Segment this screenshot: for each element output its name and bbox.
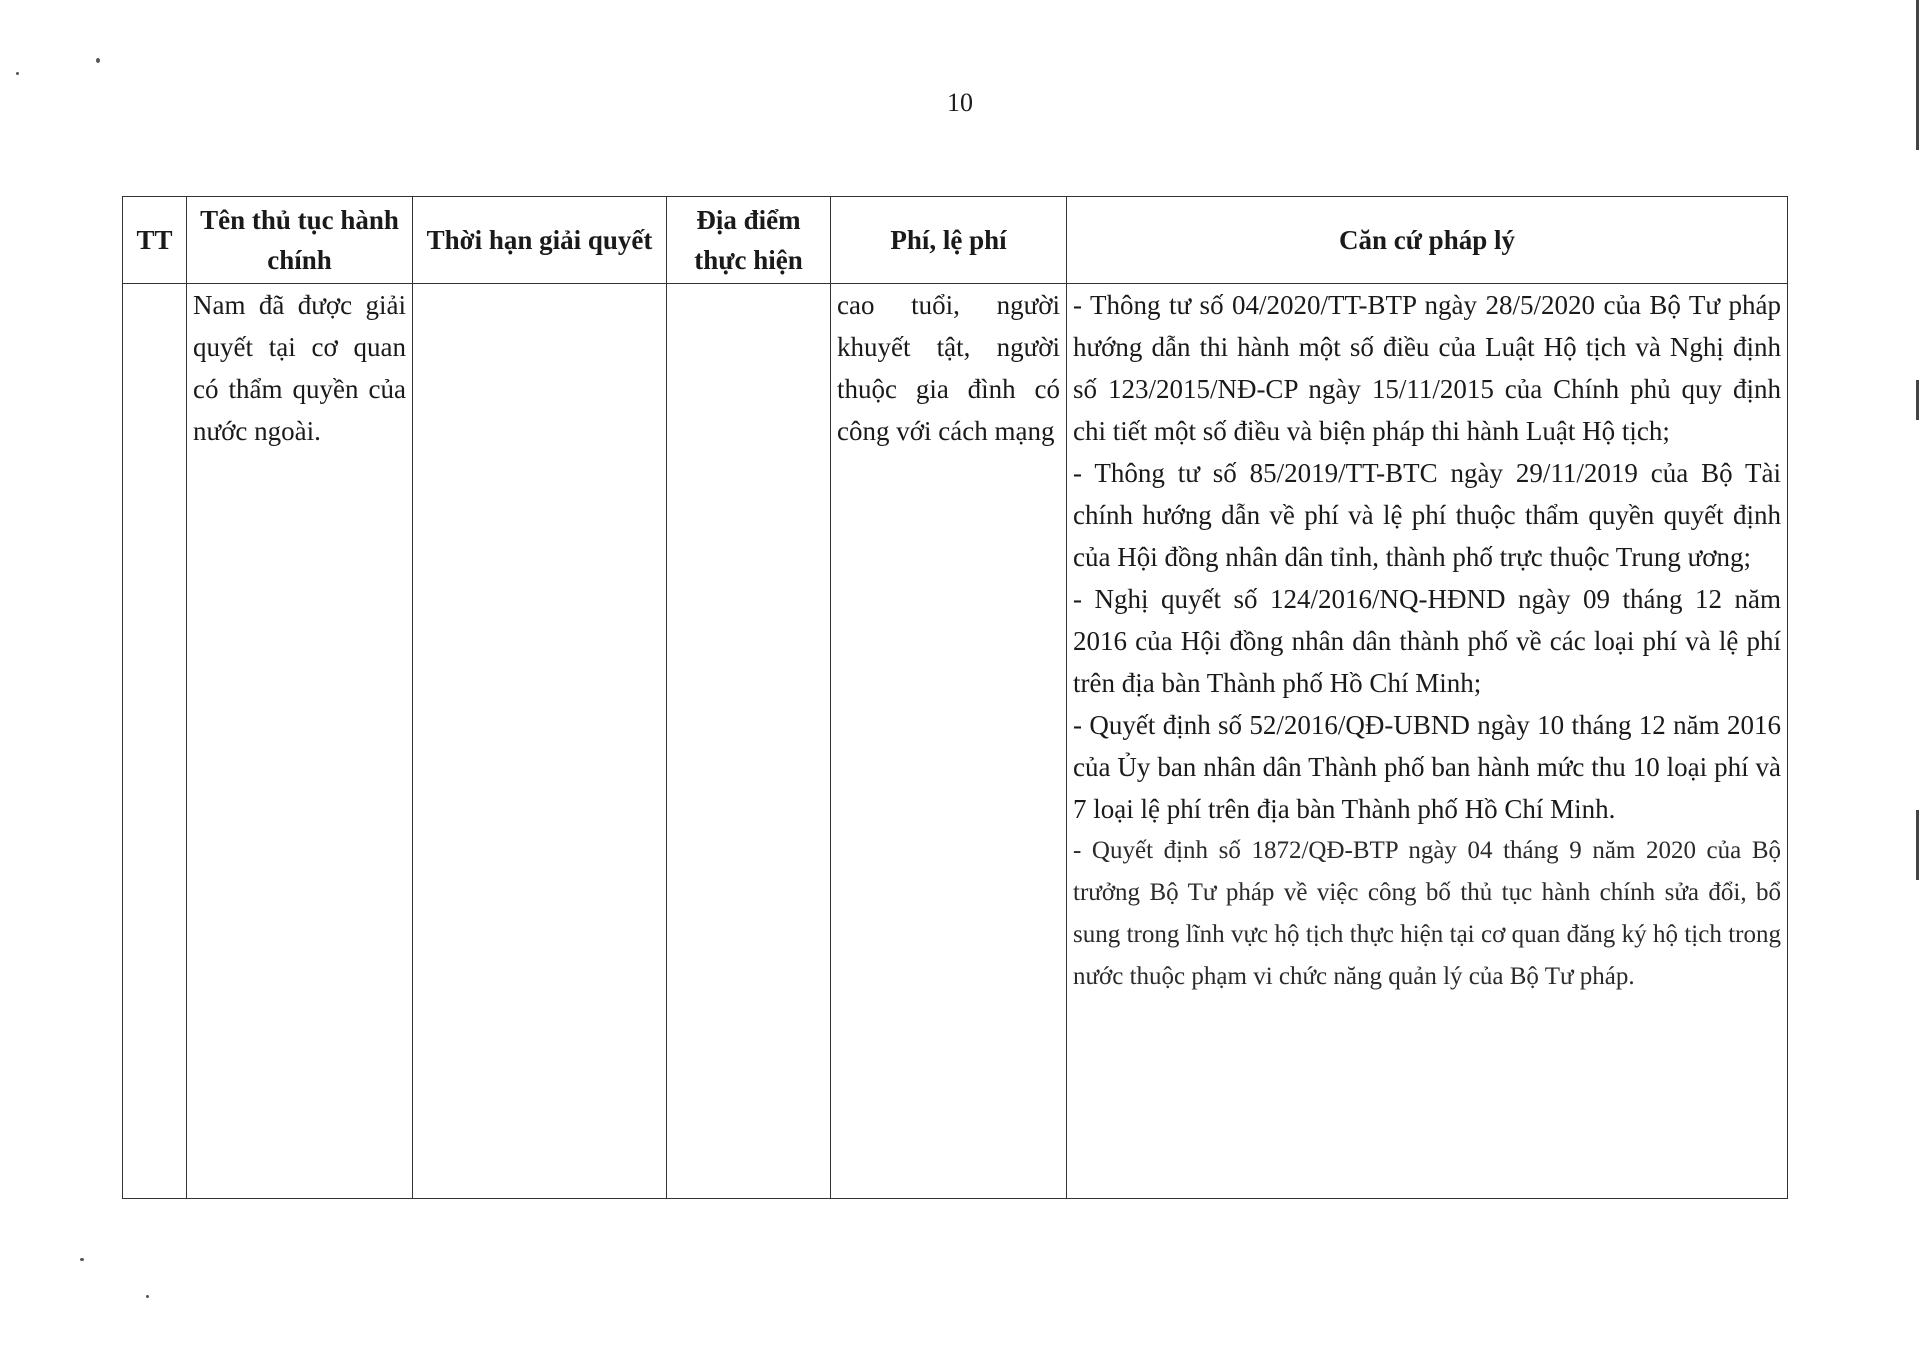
legal-basis-item: - Thông tư số 04/2020/TT-BTP ngày 28/5/2020 của Bộ Tư pháp hướng dẫn thi hành một số điều của Luật Hộ tịch và Nghị định số 123/2015/NĐ-CP ngày 15/11/2015 của Chính phủ quy định chi tiết một số điều và biện pháp thi hành Luật Hộ tịch; (1073, 290, 1781, 446)
legal-basis-item: - Thông tư số 85/2019/TT-BTC ngày 29/11/2019 của Bộ Tài chính hướng dẫn về phí và lệ phí thuộc thẩm quyền quyết định của Hội đồng nhân dân tỉnh, thành phố trực thuộc Trung ương; (1073, 458, 1781, 572)
scan-edge (1916, 0, 1919, 150)
header-procedure-name: Tên thủ tục hành chính (187, 197, 413, 284)
cell-tt (123, 284, 187, 1199)
cell-fees: cao tuổi, người khuyết tật, người thuộc gia đình có công với cách mạng (831, 284, 1067, 1199)
page-number: 10 (947, 88, 973, 117)
cell-procedure-name: Nam đã được giải quyết tại cơ quan có thẩm quyền của nước ngoài. (187, 284, 413, 1199)
scan-speck (16, 72, 19, 75)
header-legal-basis: Căn cứ pháp lý (1067, 197, 1788, 284)
legal-basis-item: - Nghị quyết số 124/2016/NQ-HĐND ngày 09 tháng 12 năm 2016 của Hội đồng nhân dân thành phố về các loại phí và lệ phí trên địa bàn Thành phố Hồ Chí Minh; (1073, 584, 1781, 698)
table-row (123, 284, 1788, 1199)
scan-edge (1916, 380, 1919, 420)
legal-basis-item: - Quyết định số 52/2016/QĐ-UBND ngày 10 tháng 12 năm 2016 của Ủy ban nhân dân Thành phố ban hành mức thu 10 loại phí và 7 loại lệ phí trên địa bàn Thành phố Hồ Chí Minh. (1073, 710, 1781, 824)
cell-location (667, 284, 831, 1199)
scan-speck (80, 1258, 84, 1261)
legal-basis-item: - Quyết định số 1872/QĐ-BTP ngày 04 tháng 9 năm 2020 của Bộ trưởng Bộ Tư pháp về việc công bố thủ tục hành chính sửa đổi, bổ sung trong lĩnh vực hộ tịch thực hiện tại cơ quan đăng ký hộ tịch trong nước thuộc phạm vi chức năng quản lý của Bộ Tư pháp. (1073, 837, 1781, 990)
procedure-table (122, 196, 1788, 1199)
header-fees: Phí, lệ phí (831, 197, 1067, 284)
scan-speck (96, 58, 100, 63)
table-header-row (123, 197, 1788, 284)
header-tt: TT (123, 197, 187, 284)
legal-basis-list (1073, 284, 1781, 998)
cell-legal-basis (1067, 284, 1788, 1199)
header-location: Địa điểm thực hiện (667, 197, 831, 284)
scan-speck (146, 1295, 149, 1298)
cell-time-limit (413, 284, 667, 1199)
header-time-limit: Thời hạn giải quyết (413, 197, 667, 284)
scan-edge (1916, 810, 1919, 880)
